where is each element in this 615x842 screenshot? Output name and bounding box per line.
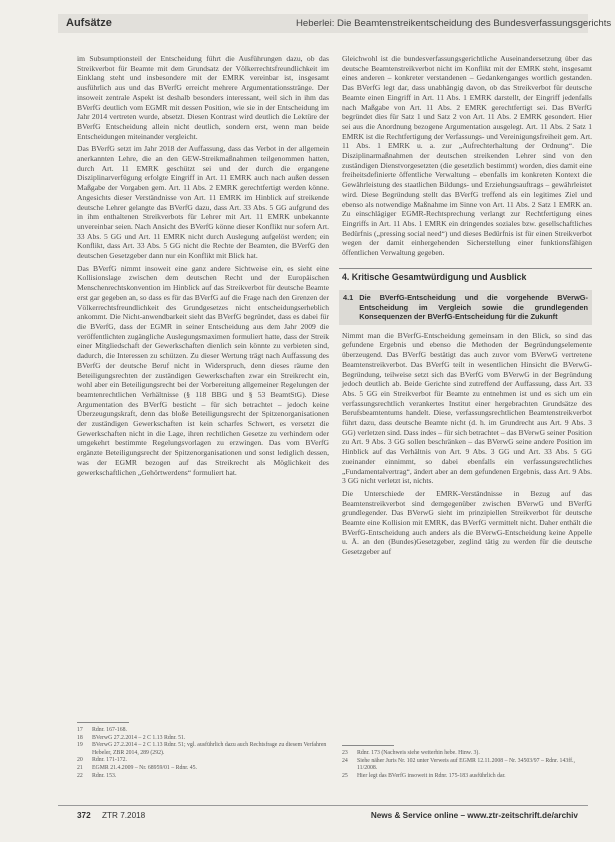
left-column <box>77 54 329 480</box>
footnote-text: Siehe näher Juris Nr. 102 unter Verweis auf EGMR 12.11.2008 – Nr. 34503/97 – Rdnr. 143ff., 11/2008. <box>357 757 575 772</box>
right-footnotes <box>342 745 592 780</box>
footnote-text: BVerwG 27.2.2014 – 2 C 1.13 Rdnr. 51; vgl. ausführlich dazu auch Rechtsfrage zu diesem Verfahren Hebeler, ZBR 2014, 289 (292). <box>92 742 327 756</box>
footnote <box>77 742 329 757</box>
footnote-text: Rdnr. 171-172. <box>92 757 127 764</box>
footnote-rule <box>342 745 394 746</box>
left-footnotes <box>77 722 329 780</box>
footnote-text: Rdnr. 173 (Nachweis siehe weiterhin hebe. Hinw. 3). <box>357 750 480 756</box>
footnote <box>77 773 329 781</box>
body-paragraph: Das BVerfG setzt im Jahr 2018 der Auffassung, dass das Verbot in der allgemein anerkannten Lehre, die an den GEW-Streikmaßnahmen teilgenommen hatten, durch Art. 11 EMRK geschützt sei und der durch die ergangene Disziplinarverfügung erfolgte Eingriff in Art. 11 EMRK auch nach außen dessen Maßgabe der Vorgaben gem. Art. 11 Abs. 2 EMRK gerechtfertigt werden könne. Angesichts dieser Verständnisse von Art. 11 EMRK im Hinblick auf streikende deutsche Lehrer gelangte das BVerfG dazu, dass Art. 33 Abs. 5 GG aufgrund des in ihm enthaltenen Streikverbots für Lehrer mit Art. 11 EMRK unbekannte unvereinbar seien. Nach Ansicht des BVerfG könne dieser Konflikt nur sofern Art. 33 Abs. 5 GG und Art. 11 EMRK nicht durch Auslegung aufgelöst werden; ein Konflikt, dass Art. 33 Abs. 5 GG nicht die Rechte der Beamten, die BVerfG den deutschen Gesetzgeber dann nur ein Konflikt mit Blick hat. <box>77 144 329 261</box>
body-paragraph: Die Unterschiede der EMRK-Verständnisse in Bezug auf das Beamtenstreikverbot sind demgegenüber zwischen BVerwG und BVerfG grundlegender. Das BVerwG sieht im prinzipiellen Streikverbot für deutsche Beamte eine Kollision mit EMRK, das BVerfG vermittelt nicht. Daher enthält die BVerfG-Entscheidung auch anders als die BVerwG-Entscheidung keine Appelle u. Ä. an den (Bundes)Gesetzgeber, zeglind tätig zu werden für die deutsche Gesetzgeber auf <box>342 488 592 557</box>
footnote-text: BVerwG 27.2.2014 – 2 C 1.13 Rdnr. 51. <box>92 734 186 741</box>
footnote-number: 24 <box>342 757 348 764</box>
footnote-text: EGMR 21.4.2009 – Nr. 68959/01 – Rdnr. 45. <box>92 764 197 771</box>
footnote <box>342 773 592 781</box>
footer-archive-link[interactable]: News & Service online – www.ztr-zeitschrift.de/archiv <box>370 811 578 820</box>
header-article-title: Heberlei: Die Beamtenstreikentscheidung des Bundesverfassungsgerichts <box>296 18 612 29</box>
footnote-number: 25 <box>342 772 348 779</box>
right-column <box>342 54 592 560</box>
subsection-heading-box <box>339 290 592 324</box>
footnote-text: Rdnr. 153. <box>92 772 117 779</box>
footnote-number: 22 <box>77 772 83 779</box>
running-header <box>58 14 612 33</box>
journal-issue: ZTR 7.2018 <box>102 811 146 820</box>
footnote-text: Rdnr. 167-168. <box>92 727 127 733</box>
footnote <box>342 758 592 773</box>
footnote-text: Hier legt das BVerfG insoweit in Rdnr. 175-183 ausführlich dar. <box>357 772 506 779</box>
header-section-label: Aufsätze <box>66 17 112 29</box>
footnote <box>77 757 329 765</box>
page-number: 372 <box>77 811 91 820</box>
footnote-number: 23 <box>342 750 348 756</box>
footnote <box>77 765 329 773</box>
footnote <box>342 750 592 758</box>
footnote-number: 18 <box>77 734 83 741</box>
footnote-number: 17 <box>77 727 83 733</box>
page-footer <box>58 805 588 820</box>
footnote-number: 20 <box>77 757 83 764</box>
subsection-title: Die BVerfG-Entscheidung und die vorgehende BVerwG-Entscheidung im Vergleich sowie die grundlegenden Konsequenzen der BVerfG-Entscheidung für die Zukunft <box>359 293 588 322</box>
footnote-number: 19 <box>77 742 83 749</box>
subsection-number: 4.1 <box>343 293 354 303</box>
footnote-number: 21 <box>77 764 83 771</box>
body-paragraph: Das BVerfG nimmt insoweit eine ganz andere Sichtweise ein, es sieht eine Kollisionslage zwischen dem deutschen Recht und der Europäischen Menschenrechtskonvention im Hinblick auf das Streikverbot für deutsche Beamte erst gar gegeben an, so dass es für das BVerfG auf die Frage nach den Grenzen der Völkerrechtsfreundlichkeit des Grundgesetzes nicht entscheidungserheblich ankommt. Die Nicht-anwendbarkeit sieht das BVerfG begründet, dass es dabei für die BVerfG, dass der EGMR in seiner Entscheidung aus dem Jahr 2009 die veröffentlichten zugängliche Auslegungsmaximen formuliert hatte, dass der Streik einer Mitgliedschaft der Gewerkschaften dienlich sein könnte zu verbieten sind, dadurch, die Interessen zu schützen. Zu dieser Wertung trägt nach Auffassung des BVerfG der deutsche Beruf nicht in Widerspruch, denn dieses räume den Beteiligungsrechten der zuständigen Gewerkschaften zwar ein Streikrecht ein, wohl aber ein Beteiligungsrecht bei der Vorbereitung allgemeiner Regelungen der beamtenrechtlichen Verhältnisse (§ 118 BBG und § 53 BeamtStG). Diese Argumentation des BVerfG besticht – für sich betrachtet – jedoch keine Überzeugungskraft, denn das bloße Beteiligungsrecht der Spitzenorganisationen der zuständigen Gewerkschaften ist kein scharfes Schwert, es versetzt die Gewerkschaften nicht in die Lage, ihren rechtlichen Gesetze zu verhindern oder umgekehrt bestimmte Regelungsvorlagen zu erzwingen. Das vom BVerfG ergänzte Beteiligungsrecht der Spitzenorganisationen und sonst lediglich dessen, was der EGMR bezogen auf das Streikrecht als Möglichkeit des gewerkschaftlichen „Gehörtwerdens“ formuliert hat. <box>77 263 329 477</box>
body-paragraph: Nimmt man die BVerfG-Entscheidung gemeinsam in den Blick, so sind das gefundene Ergebnis und ebenso die Methoden der Begründungselemente überzeugend. Das BVerfG bestätigt das auch zuvor vom BVerwG vertretene Beamtenstreikverbot. Das BVerfG teilt in wesentlichen Hinsicht die BVerwG-Begründung, teilweise setzt sich das BVerfG vom BVerwG in der Begründung jedoch deutlich ab. Beide Gerichte sind zutreffend der Auffassung, dass Art. 33 Abs. 5 GG ein Streikverbot für Beamte zu entnehmen ist und es sich um ein verfassungsrechtlich verankertes Institut einer hergebrachten Grundsätze des Berufsbeamtentums handelt. Diese, verfassungsrechtlichen Beamtenstreikverbot führt dazu, dass deutsche Beamte nicht (d. h. im Grundrecht aus Art. 9 Abs. 3 GG) verletzen sind. Dass indes – für sich betrachtet – das BVerwG seiner Position zu Art. 9 Abs. 3 GG sollen beschränken – das BVerwG seine andere Position im Hinblick auf das Verhältnis von Art. 9 Abs. 3 GG und Art. 33 Abs. 5 GG zueinander einnimmt, so dabei ebenfalls ein verfassungsrechtliches „Fundamentalvertrag“, ändert aber an dem gefundenen Ergebnis, dass Art. 9 Abs. 3 GG nicht verletzt ist, nichts. <box>342 330 592 486</box>
section-heading: 4. Kritische Gesamtwürdigung und Ausblick <box>339 268 592 287</box>
body-paragraph: Gleichwohl ist die bundesverfassungsgerichtliche Auseinandersetzung über das deutsche Beamtenstreikverbot nicht im Konflikt mit der EMRK steht, insgesamt eines anderen – konkreter verstandenen – Gedankenganges wortlich gestanden. Das BVerfG legt dar, dass unabhängig davon, ob das Streikverbot für deutsche Beamte einen Eingriff in Art. 11 Abs. 1 EMRK darstellt, der Eingriff jedenfalls nach Maßgabe von Art. 11 Abs. 2 EMRK gerechtfertigt sei. Das BVerfG begründet dies für Satz 1 und Satz 2 von Art. 11 Abs. 2 EMRK gesondert. Hier sei aus die Anordnung bezogene Argumentation ausgelegt. Art. 11 Abs. 2 Satz 1 EMRK ist die Rechtfertigung der Verfassungs- und Vereinigungsfreiheit gem. Art. 11 Abs. 1 EMRK u. a. zur „Aufrechterhaltung der Ordnung“. Die Disziplinarmaßnahmen der deutschen streikenden Lehrer sind von den zuständigen Dienstvorgesetzten (die gesetzlich bestimmt) worden, dies damit eine freiheitsdefinierte öffentliche Verwaltung – ebenfalls im konkreten Kontext die Gewährleistung des staatlichen Bildungs- und Erziehungsauftrags – gewährleistet wird. Diese Begründung stellt das BVerfG treffend als ein legitimes Ziel und ebenso als notwendige Maßnahme im Sinne von Art. 11 Abs. 2 Satz 1 EMRK an. Zu einschlägiger EGMR-Rechtsprechung verlangt zur Rechtfertigung eines Eingriffs in Art. 11 Abs. 1 EMRK ein dringendes soziales bzw. gesellschaftliches Bedürfnis („pressing social need“) und dieses Bedürfnis ist für einen Streikverbot wegen der damit einhergehenden Sicherstellung einer funktionsfähigen öffentlichen Verwaltung gegeben. <box>342 54 592 258</box>
body-paragraph: im Subsumptionsteil der Entscheidung führt die Ausführungen dazu, ob das Streikverbot für Beamte mit dem Grundsatz der Völkerrechtsfreundlichkeit im Einklang steht und insbesondere mit der EMRK vereinbar ist, insgesamt ausführlich aus und das BVerfG erreicht mehrere Argumentationsstränge. Der insoweit zentrale Aspekt ist deshalb besonders interessant, weil sich in ihm das BVerfG deutlich vom EGMR mit dessen Position, wie sie in der Entscheidung im Jahr 2014 vertreten wurde, absetzt. Diesen Kontrast wird deutlich die Lektüre der BVerfG Entscheidung allein nicht deutlich, sondern erst, wenn man beide Entscheidungen miteinander vergleicht. <box>77 54 329 141</box>
footnote <box>77 727 329 735</box>
footnote-rule <box>77 722 129 723</box>
